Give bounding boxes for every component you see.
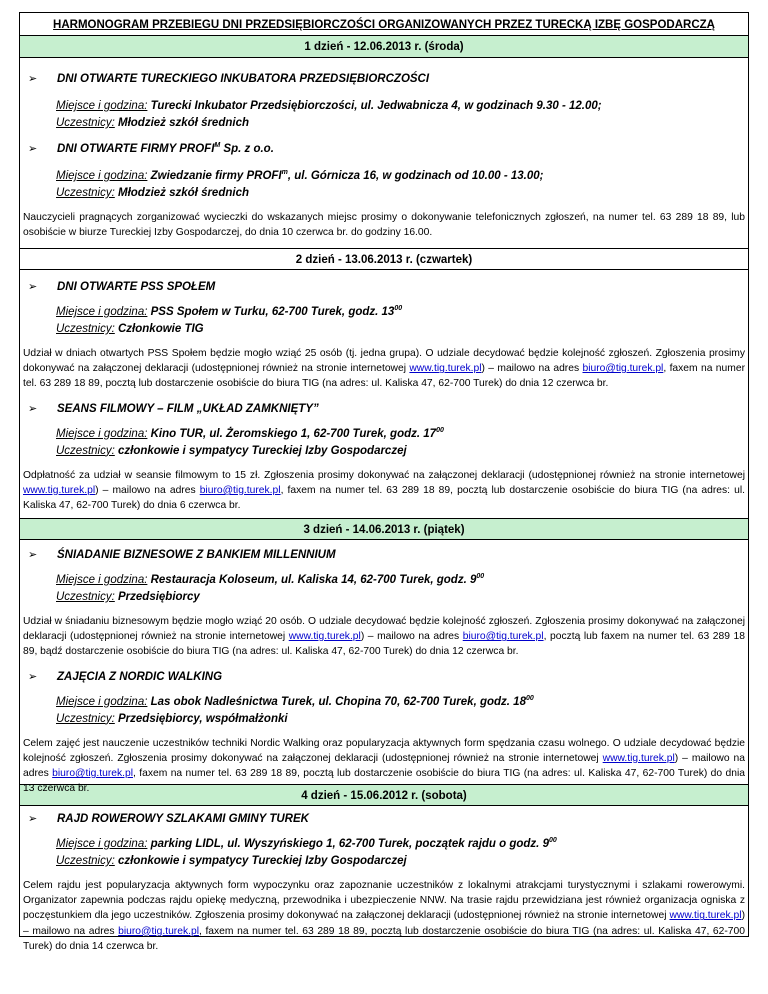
event-place: Miejsce i godzina: Turecki Inkubator Przedsiębiorczości, ul. Jedwabnicza 4, w godzinach 9.30 - 12.00;	[56, 100, 602, 112]
arrow-bullet-icon: ➢	[28, 549, 38, 561]
event-participants: Uczestnicy: Przedsiębiorcy, współmałżonki	[56, 712, 288, 725]
website-link[interactable]: www.tig.turek.pl	[409, 363, 482, 375]
event-place: Miejsce i godzina: PSS Społem w Turku, 62-700 Turek, godz. $13^{00}$	[56, 305, 403, 318]
day-note: Nauczycieli pragnących zorganizować wycieczki do wskazanych miejsc prosimy o dokonywanie telefonicznych zgłoszeń, na numer tel. 63 289 18 89, lub osobiście w biurze Tureckiej Izby Gospodarczej, do dnia 10 czerwca br. do godziny 16.00.	[23, 212, 745, 239]
event-place: Miejsce i godzina: Kino TUR, ul. Żeromskiego 1, 62-700 Turek, godz. $17^{00}$	[56, 426, 444, 440]
event-place: Miejsce i godzina: Zwiedzanie firmy PROFI$^m$, ul. Górnicza 16, w godzinach od 10.00 - 13.00;	[56, 169, 544, 182]
day-2-section	[19, 270, 749, 518]
day-3-section	[19, 540, 749, 795]
event-place: Miejsce i godzina: Restauracja Koloseum, ul. Kaliska 14, 62-700 Turek, godz. $9^{00}$	[56, 573, 485, 586]
arrow-bullet-icon: ➢	[28, 670, 38, 683]
day-header-4: 4 dzień - 15.06.2012 r. (sobota)	[19, 784, 749, 806]
website-link[interactable]: www.tig.turek.pl	[669, 910, 742, 922]
arrow-bullet-icon: ➢	[28, 143, 38, 155]
arrow-bullet-icon: ➢	[28, 813, 38, 825]
event-participants: Uczestnicy: Członkowie TIG	[56, 323, 204, 335]
website-link[interactable]: www.tig.turek.pl	[23, 484, 96, 496]
event-note: Celem zajęć jest nauczenie uczestników techniki Nordic Walking oraz popularyzacja aktywnych form spędzania czasu wolnego. O udziale decydować będzie kolejność zgłoszeń. Zgłoszenia prosimy dokonywać na załączonej deklaracji (udostępnionej również na stronie internetowej www.tig.turek.pl) – mailowo na adres biuro@tig.turek.pl, faxem na numer tel. 63 289 18 89, pocztą lub dostarczenie osobiście do biura TIG (na adres: ul. Kaliska 47, 62-700 Turek) do dnia 13 czerwca br.	[23, 737, 745, 795]
event-title: ➢ DNI OTWARTE PSS SPOŁEM	[20, 276, 748, 298]
email-link[interactable]: biuro@tig.turek.pl	[462, 631, 544, 643]
day-4-section	[19, 806, 749, 952]
event-place: Miejsce i godzina: Las obok Nadleśnictwa Turek, ul. Chopina 70, 62-700 Turek, godz. $18^{00}$	[56, 694, 534, 708]
arrow-bullet-icon: ➢	[28, 73, 38, 85]
day-header-3: 3 dzień - 14.06.2013 r. (piątek)	[19, 518, 749, 540]
email-link[interactable]: biuro@tig.turek.pl	[199, 484, 281, 496]
event-note: Udział w śniadaniu biznesowym będzie mogło wziąć 20 osób. O udziale decydować będzie kolejność zgłoszeń. Zgłoszenia prosimy dokonywać na załączonej deklaracji (udostępnionej również na stronie internetowej www.tig.turek.pl) – mailowo na adres biuro@tig.turek.pl, pocztą lub faxem na numer tel. 63 289 18 89, bądź dostarczenie osobiście do biura TIG (na adres: ul. Kaliska 47, 62-700 Turek) do dnia 12 czerwca br.	[23, 616, 745, 658]
event-participants: Uczestnicy: członkowie i sympatycy Tureckiej Izby Gospodarczej	[56, 855, 407, 867]
event-title: ➢ RAJD ROWEROWY SZLAKAMI GMINY TUREK	[20, 808, 748, 830]
event-note: Celem rajdu jest popularyzacja aktywnych form wypoczynku oraz zapoznanie uczestników z lokalnymi atrakcjami turystycznymi i szlakami rowerowymi. Organizator zapewnia podczas rajdu opiekę medyczną, przewodnika i ubezpieczenie NNW. Na trasie rajdu przewidziana jest również organizacja ogniska z poczęstunkiem dla jego uczestników. Zgłoszenia prosimy dokonywać na załączonej deklaracji (udostępnionej również na stronie internetowej www.tig.turek.pl) – mailowo na adres biuro@tig.turek.pl, faxem na numer tel. 63 289 18 89, pocztą lub dostarczenie osobiście do biura TIG (na adres: ul. Kaliska 47, 62-700 Turek) do dnia 14 czerwca br.	[23, 880, 745, 952]
event-participants: Uczestnicy: członkowie i sympatycy Tureckiej Izby Gospodarczej	[56, 444, 407, 457]
email-link[interactable]: biuro@tig.turek.pl	[118, 925, 199, 937]
arrow-bullet-icon: ➢	[28, 281, 38, 293]
event-place: Miejsce i godzina: parking LIDL, ul. Wyszyńskiego 1, 62-700 Turek, początek rajdu o godz. $9^{00}$	[56, 837, 557, 850]
email-link[interactable]: biuro@tig.turek.pl	[52, 768, 134, 780]
event-title: ➢ DNI OTWARTE FIRMY $PROFI^M$ Sp. z o.o.	[20, 138, 748, 160]
website-link[interactable]: www.tig.turek.pl	[288, 631, 361, 643]
event-title: ➢ ŚNIADANIE BIZNESOWE Z BANKIEM MILLENNIUM	[20, 544, 748, 566]
event-note: Odpłatność za udział w seansie filmowym to 15 zł. Zgłoszenia prosimy dokonywać na załączonej deklaracji (udostępnionej również na stronie internetowej www.tig.turek.pl) – mailowo na adres biuro@tig.turek.pl, faxem na numer tel. 63 289 18 89, pocztą lub dostarczenie osobiście do biura TIG (na adres: ul. Kaliska 47, 62-700 Turek) do dnia 6 czerwca br.	[23, 469, 745, 512]
email-link[interactable]: biuro@tig.turek.pl	[582, 363, 664, 375]
event-title: ➢ SEANS FILMOWY – FILM „UKŁAD ZAMKNIĘTY”	[20, 398, 748, 420]
event-note: Udział w dniach otwartych PSS Społem będzie mogło wziąć 25 osób (tj. jedna grupa). O udziale decydować będzie kolejność zgłoszeń. Zgłoszenia prosimy dokonywać na załączonej deklaracji (udostępnionej również na stronie internetowej www.tig.turek.pl) – mailowo na adres biuro@tig.turek.pl, faxem na numer tel. 63 289 18 89, pocztą lub dostarczenie osobiście do biura TIG (na adres: ul. Kaliska 47, 62-700 Turek) do dnia 12 czerwca br.	[23, 348, 745, 390]
document-page	[19, 12, 749, 952]
website-link[interactable]: www.tig.turek.pl	[602, 752, 675, 764]
day-header-2: 2 dzień - 13.06.2013 r. (czwartek)	[19, 248, 749, 270]
arrow-bullet-icon: ➢	[28, 402, 38, 415]
event-participants: Uczestnicy: Młodzież szkół średnich	[56, 187, 249, 199]
event-title: ➢ ZAJĘCIA Z NORDIC WALKING	[20, 666, 748, 688]
event-title: ➢ DNI OTWARTE TURECKIEGO INKUBATORA PRZEDSIĘBIORCZOŚCI	[20, 68, 748, 90]
event-participants: Uczestnicy: Młodzież szkół średnich	[56, 117, 249, 129]
day-header-1: 1 dzień - 12.06.2013 r. (środa)	[19, 36, 749, 58]
day-1-section	[19, 58, 749, 248]
document-title: HARMONOGRAM PRZEBIEGU DNI PRZEDSIĘBIORCZOŚCI ORGANIZOWANYCH PRZEZ TURECKĄ IZBĘ GOSPODARCZĄ	[19, 12, 749, 36]
event-participants: Uczestnicy: Przedsiębiorcy	[56, 591, 200, 603]
